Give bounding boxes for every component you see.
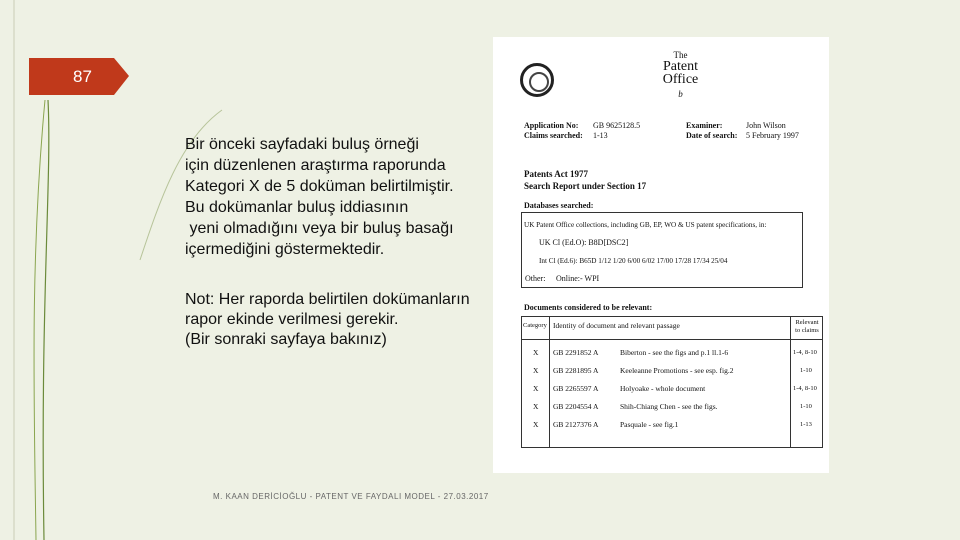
slide-number: 87 xyxy=(73,67,92,86)
slide-footer: M. KAAN DERİCİOĞLU - PATENT VE FAYDALI MODEL - 27.03.2017 xyxy=(213,492,489,501)
db-other: Online:- WPI xyxy=(556,274,600,283)
note-line: rapor ekinde verilmesi gerekir. xyxy=(185,311,399,328)
row-passage: Pasquale - see fig.1 xyxy=(620,420,679,429)
slide-number-badge xyxy=(29,58,129,95)
note-text xyxy=(185,290,470,350)
examiner-label: Examiner: xyxy=(686,121,723,130)
logo-line: Office xyxy=(662,72,699,87)
db-line: UK Patent Office collections, including GB, EP, WO & US patent specifications, in: xyxy=(524,221,767,229)
table-header-category: Category xyxy=(523,322,547,329)
db-line: UK Cl (Ed.O): B8D[DSC2] xyxy=(539,238,629,247)
body-text xyxy=(185,134,515,260)
row-claims: 1-10 xyxy=(800,403,812,410)
body-line: Kategori X de 5 doküman belirtilmiştir. xyxy=(185,178,454,195)
row-passage: Holyoake - whole document xyxy=(620,384,706,393)
documents-table xyxy=(521,316,823,448)
heading-line: Patents Act 1977 xyxy=(524,169,588,179)
body-line: Bu dokümanlar buluş iddiasının xyxy=(185,199,409,216)
patent-office-logo xyxy=(658,50,703,101)
row-document: GB 2281895 A xyxy=(553,366,599,375)
logo-line: Patent xyxy=(663,59,698,74)
row-passage: Biberton - see the figs and p.1 ll.1-6 xyxy=(620,348,729,357)
table-header-relevant: Relevant to claims xyxy=(795,319,819,334)
logo-mark: b xyxy=(678,89,683,99)
row-category: X xyxy=(533,366,539,375)
row-category: X xyxy=(533,420,539,429)
claims-searched-label: Claims searched: xyxy=(524,131,583,140)
row-claims: 1-4, 8-10 xyxy=(793,349,817,356)
application-no: GB 9625128.5 xyxy=(593,121,641,130)
considered-label: Documents considered to be relevant: xyxy=(524,303,653,312)
search-date: 5 February 1997 xyxy=(746,131,799,140)
databases-box xyxy=(521,212,803,288)
row-category: X xyxy=(533,348,539,357)
row-passage: Keeleanne Promotions - see esp. fig.2 xyxy=(620,366,734,375)
examiner: John Wilson xyxy=(746,121,786,130)
row-document: GB 2127376 A xyxy=(553,420,599,429)
row-document: GB 2204554 A xyxy=(553,402,599,411)
logo-line: The xyxy=(673,50,688,60)
db-other-label: Other: xyxy=(525,274,546,283)
table-header-identity: Identity of document and relevant passage xyxy=(553,321,680,330)
royal-seal-icon xyxy=(520,63,554,97)
row-claims: 1-4, 8-10 xyxy=(793,385,817,392)
body-line: içermediğini göstermektedir. xyxy=(185,241,385,258)
row-claims: 1-13 xyxy=(800,421,812,428)
claims-searched: 1-13 xyxy=(593,131,608,140)
row-document: GB 2291852 A xyxy=(553,348,599,357)
row-claims: 1-10 xyxy=(800,367,812,374)
row-passage: Shih-Chiang Chen - see the figs. xyxy=(620,402,718,411)
date-label: Date of search: xyxy=(686,131,738,140)
row-category: X xyxy=(533,384,539,393)
heading-line: Search Report under Section 17 xyxy=(524,181,647,191)
note-line: (Bir sonraki sayfaya bakınız) xyxy=(185,331,387,348)
body-line: Bir önceki sayfadaki buluş örneği xyxy=(185,136,419,153)
body-line: yeni olmadığını veya bir buluş basağı xyxy=(185,220,454,237)
search-report-scan xyxy=(493,37,829,473)
databases-label: Databases searched: xyxy=(524,201,594,210)
body-line: için düzenlenen araştırma raporunda xyxy=(185,157,446,174)
db-line: Int Cl (Ed.6): B65D 1/12 1/20 6/00 6/02 17/00 17/28 17/34 25/04 xyxy=(539,257,728,265)
note-line: Not: Her raporda belirtilen dokümanların xyxy=(185,291,470,308)
row-document: GB 2265597 A xyxy=(553,384,599,393)
report-heading xyxy=(524,168,646,192)
application-no-label: Application No: xyxy=(524,121,579,130)
row-category: X xyxy=(533,402,539,411)
